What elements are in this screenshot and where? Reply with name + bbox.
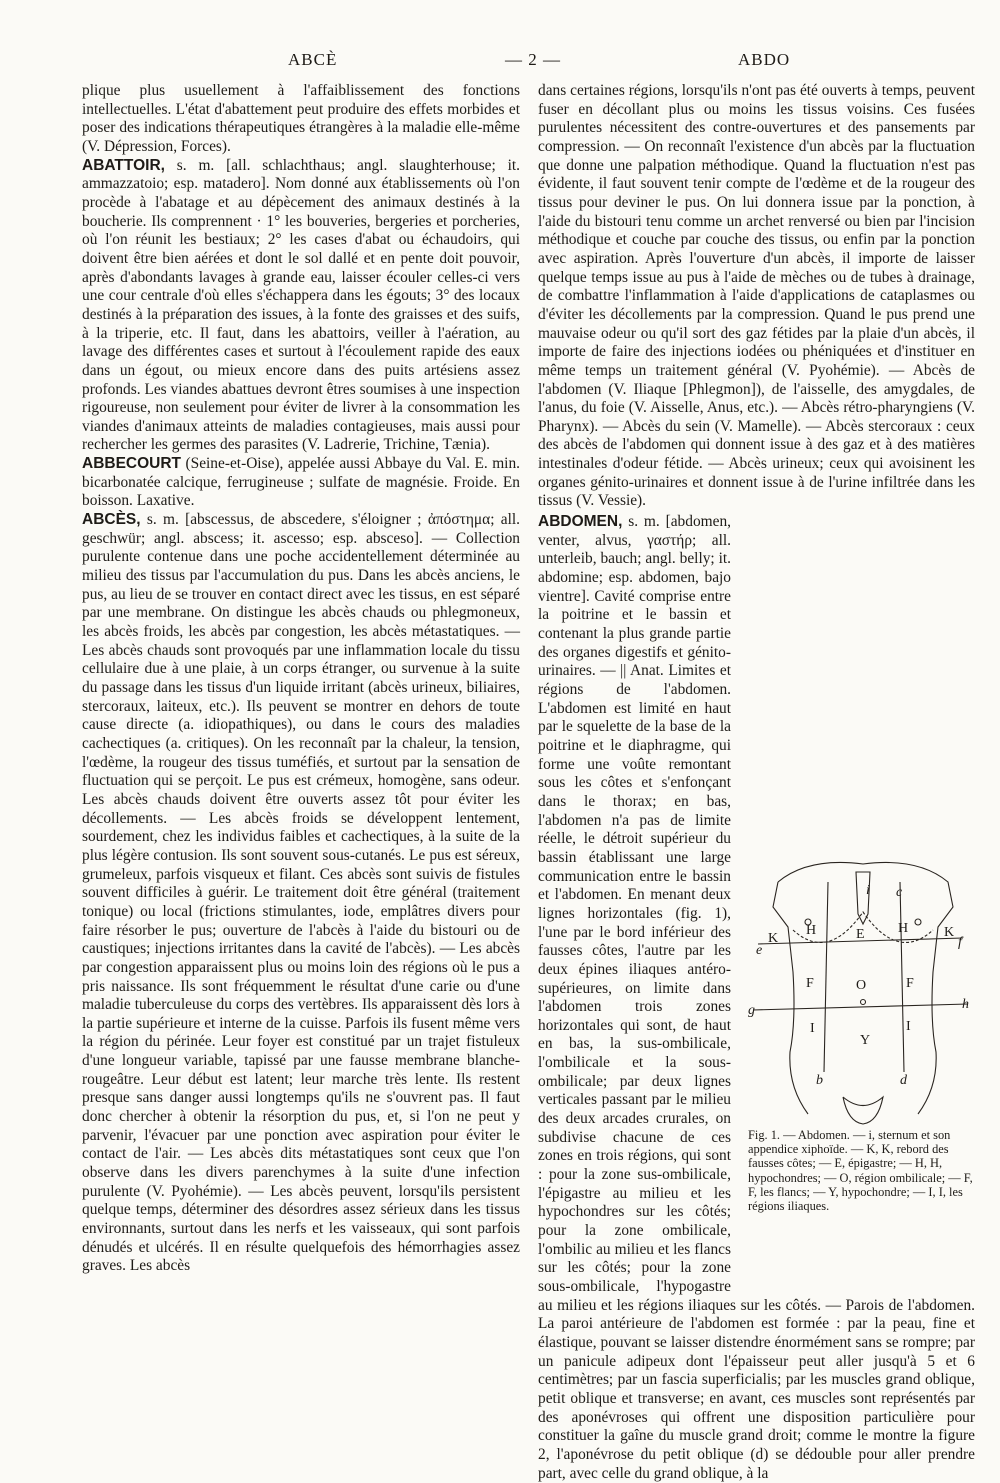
grammar-abdomen: s. m. [abdomen, venter, alvus, γαστήρ; all. unterleib, bauch; angl. belly; it. abdomine; esp. abdomen, bajo vientre]. [538, 513, 731, 605]
entry-abces [82, 511, 520, 1276]
headword-abattoir: ABATTOIR, [82, 156, 165, 174]
fig-label-y: Y [860, 1033, 871, 1048]
left-vertical-line [824, 882, 828, 1072]
genitals [843, 1097, 883, 1124]
fig-label-k-right: K [944, 925, 955, 940]
right-vertical-line [900, 882, 904, 1072]
text-abattoir: Nom donné aux établissements où l'on procède à l'abatage et au dépècement des animaux destinés à la boucherie. Ils comprennent · 1° les bouveries, bergeries et porcheries, où l'on réunit les bestiaux; 2° les cases d'abat ou échaudoirs, qui doivent être bien aérées et dont le sol dallé et en pente doit pouvoir, après d'abondants lavages à grande eau, laisser écouler celles-ci vers une cour centrale d'où elles s'échappera dans les égouts; 3° des locaux destinés à la préparation des issues, à la fonte des graisses et des suifs, à la triperie, etc. Il faut, dans les abattoirs, veiller à l'aération, au lavage des différentes cases et surtout à l'écoulement rapide des eaux dans un égout, ou mieux encore dans des puits artésiens assez profonds. Les viandes abattues devront êtres soumises à une inspection rigoureuse, non seulement pour éviter de livrer à la consommation les viandes d'animaux atteints de maladies contagieuses, mais aussi pour rechercher les germes des parasites (V. Ladrerie, Trichine, Tænia). [82, 175, 520, 454]
fig-label-i-left: I [810, 1021, 815, 1036]
left-column [82, 82, 520, 1276]
lower-horizontal-line [753, 1004, 968, 1010]
fig-label-h-left: H [806, 923, 817, 938]
page-header [0, 50, 1000, 74]
fig-label-h-right: H [898, 921, 909, 936]
entry-abattoir [82, 157, 520, 456]
figure-caption: Fig. 1. — Abdomen. — i, sternum et son appendice xiphoïde. — K, K, rebord des fausses côtes; — E, épigastre; — H, H, hypochondres; — O, région ombilicale; — F, F, les flancs; — Y, hypochondre; — I, I, les régions iliaques. [748, 1128, 973, 1214]
fig-label-e-small: e [756, 943, 763, 958]
text-abbecourt: (Seine-et-Oise), appelée aussi Abbaye du Val. E. min. bicarbonatée calcique, ferrugineuse ; sulfate de magnésie. Froide. En boisson. Laxative. [82, 455, 520, 510]
fig-label-i-sternum: i [866, 883, 870, 898]
fig-label-f-right: F [906, 976, 914, 991]
headword-abces: ABCÈS, [82, 511, 141, 529]
grammar-abattoir: s. m. [all. schlachthaus; angl. slaughterhouse; it. ammazzatoio; esp. matadero]. [82, 156, 520, 193]
text-abdomen: Cavité comprise entre la poitrine et le bassin et contenant la plus grande partie des organes digestifs et génito-urinaires. — || Anat. Limites et régions de l'abdomen. L'abdomen est limité en haut par le squelette de la base de la poitrine et le diaphragme, qui forme une voûte remontant sous les côtes et s'enfonçant dans le thorax; en bas, l'abdomen n'a pas de limite réelle, le détroit supérieur du bassin établissant une large communication entre le bassin et l'abdomen. En menant deux lignes horizontales (fig. 1), l'une par le bord inférieur des fausses côtes, l'autre par les deux épines iliaques antéro-supérieures, on limite dans l'abdomen trois zones horizontales qui sont, de haut en bas, la sus-ombilicale, l'ombilicale et la sous-ombilicale; par deux lignes verticales passant par le milieu des deux arcades crurales, on subdivise chacune de ces zones en trois régions, qui sont : pour la zone sus-ombilicale, l'épigastre au milieu et les hypochondres sur les côtés; pour la zone ombilicale, l'ombilic au milieu et les flancs sur les côtés; pour la zone sous-ombilicale, l'hypogastre au milieu et les régions iliaques sur les côtés. — Parois de l'abdomen. La paroi antérieure de l'abdomen est formée : par la peau, fine et élastique, pouvant se laisser distendre énormément sans se rompre; par un panicule adipeux dont l'épaisseur peut aller jusqu'à 5 et 6 centimètres; par un fascia superficialis; par les muscles grand oblique, petit oblique et transverse; en avant, ces muscles sont représentés par des aponévroses qui offrent une disposition particulière pour constituer la gaîne du muscle grand droit; comme le montre la figure 2, l'aponévrose du petit oblique (d) se dédouble pour aller prendre part, avec celle du grand oblique, à la [538, 587, 975, 1482]
text-abces: — Collection purulente contenue dans une poche accidentellement déterminée au milieu des tissus par l'accumulation du pus. Dans les abcès anciens, le pus, au lieu de se trouver en contact direct avec les tissus, en est séparé par une membrane. On distingue les abcès chauds ou phlegmoneux, les abcès froids, les abcès par congestion, les abcès métastatiques. — Les abcès chauds sont provoqués par une inflammation locale du tissu cellulaire due à une plaie, à un corps étranger, ou survenue à la suite du passage dans les tissus d'un liquide irritant (abcès urineux, biliaires, stercoraux, laiteux, etc.). Ils peuvent se montrer en dehors de toute cause directe (a. idiopathiques), ou dans le cours des maladies cachectiques (a. critiques). On les reconnaît par la chaleur, la tension, l'œdème, la rougeur des tissus tuméfiés, et surtout par la sensation de fluctuation qui se perçoit. Le pus est crémeux, homogène, sans odeur. Les abcès chauds doivent être ouverts assez tôt pour éviter les décollements. — Les abcès froids se développent lentement, sourdement, chez les individus faibles et cachectiques, à la suite de la plus légère contusion. Ils sont souvent sous-cutanés. Le pus est séreux, grumeleux, parfois visqueux et filant. Ces abcès sont suivis de fistules souvent difficiles à guérir. Le traitement doit être général (traitement tonique) ou local (frictions stimulantes, iode, emplâtres divers pour faire résorber le pus; ouverture de l'abcès à l'aide du bistouri ou de caustiques; injections irritantes dans la cavité de l'abcès). — Les abcès par congestion apparaissent plus ou moins loin des régions où le pus a pris naissance. Ils sont fréquemment le résultat d'une carie ou d'une maladie tuberculeuse du corps des vertèbres. Ils apparaissent dès lors à la partie supérieure et interne de la cuisse. Parfois ils fusent même vers la région du périnée. Leur foyer est constitué par un trajet fistuleux d'une longueur variable, tapissé par une fausse membrane blanche-rougeâtre. Leur début est latent; leur marche très lente. Ils restent presque sans danger aussi longtemps qu'ils ne s'ouvrent pas. Il faut donc chercher à obtenir la résorption du pus, et, si l'on ne peut y parvenir, l'évacuer par une ponction avec aspiration pour éviter le contact de l'air. — Les abcès dits métastatiques sont ceux que l'on observe dans les divers parenchymes à la suite d'une infection purulente (V. Pyohémie). — Les abcès peuvent, lorsqu'ils persistent quelque temps, déterminer des désordres assez sérieux dans les tissus environnants, surtout dans les nerfs et les vaisseaux, qui sont parfois dénudés et ulcérés. Il en résulte quelquefois des hémorrhagies assez graves. Les abcès [82, 529, 520, 1275]
fig-label-d: d [900, 1073, 907, 1088]
right-column [538, 82, 975, 1483]
page-number: — 2 — [505, 50, 561, 69]
fig-label-c: c [896, 885, 903, 900]
paragraph-abces-continued: dans certaines régions, lorsqu'ils n'ont pas été ouverts à temps, peuvent fuser en décollant plus ou moins les tissus voisins. Ces fusées purulentes nécessitent des contre-ouvertures et des pansements par compression. — On reconnaît l'existence d'un abcès par la fluctuation que donne une palpation méthodique. Quand la fluctuation n'est pas évidente, il faut souvent tenir compte de l'œdème et de la rougeur des tissus pour deviner le pus. On lui donnera issue par la ponction, à l'aide du bistouri tenu comme un archet renversé ou bien par l'incision méthodique et couche par couche des tissus, ou enfin par la ponction avec aspiration. Après l'ouverture d'un abcès, il importe de laisser quelque temps issue au pus à l'aide de mèches ou de tubes à drainage, de combattre l'inflammation à l'aide d'applications de cataplasmes ou d'éviter les décollements par la compression. Quand le pus prend une mauvaise odeur ou qu'il sort des gaz fétides par la plaie d'un abcès, il importe de faire des injections iodées ou phéniquées et d'instituer en même temps un traitement général (V. Pyohémie). — Abcès de l'abdomen (V. Iliaque [Phlegmon]), de l'aisselle, des amygdales, de l'anus, du foie (V. Aisselle, Anus, etc.). — Abcès rétro-pharyngiens (V. Pharynx). — Abcès du sein (V. Mamelle). — Abcès stercoraux : ceux des abcès de l'abdomen qui donnent issue à des gaz et à des matières intestinales d'odeur fétide. — Abcès urineux; ceux qui avoisinent les organes génito-urinaires et donnent issue à de l'urine infiltrée dans les tissus (V. Vessie). [538, 82, 975, 510]
header-right-entry: ABDO [738, 50, 791, 69]
fig-label-o: O [856, 978, 867, 993]
fig-label-b: b [816, 1073, 823, 1088]
sternum [856, 872, 870, 924]
fig-label-k-left: K [768, 931, 779, 946]
headword-abdomen: ABDOMEN, [538, 513, 623, 531]
fig-label-e: E [856, 927, 865, 942]
fig-label-h-small: h [962, 997, 969, 1012]
paragraph-abattement-end: plique plus usuellement à l'affaiblissement des fonctions intellectuelles. L'état d'abattement peut produire des effets morbides et poser des indications thérapeutiques étrangères à la maladie elle-même (V. Dépression, Forces). [82, 82, 520, 155]
abdomen-figure [748, 852, 978, 1127]
fig-label-g: g [748, 1003, 755, 1018]
fig-label-f-small: f [958, 935, 962, 950]
headword-abbecourt: ABBECOURT [82, 455, 182, 473]
fig-label-i-right: I [906, 1019, 911, 1034]
fig-label-f-left: F [806, 976, 814, 991]
grammar-abces: s. m. [abscessus, de abscedere, s'éloigner ; ἀπόστημα; all. geschwür; angl. abscess; it. ascesso; esp. absceso]. [82, 511, 520, 547]
entry-abbecourt [82, 455, 520, 511]
header-left-entry: ABCÈ [288, 50, 338, 69]
